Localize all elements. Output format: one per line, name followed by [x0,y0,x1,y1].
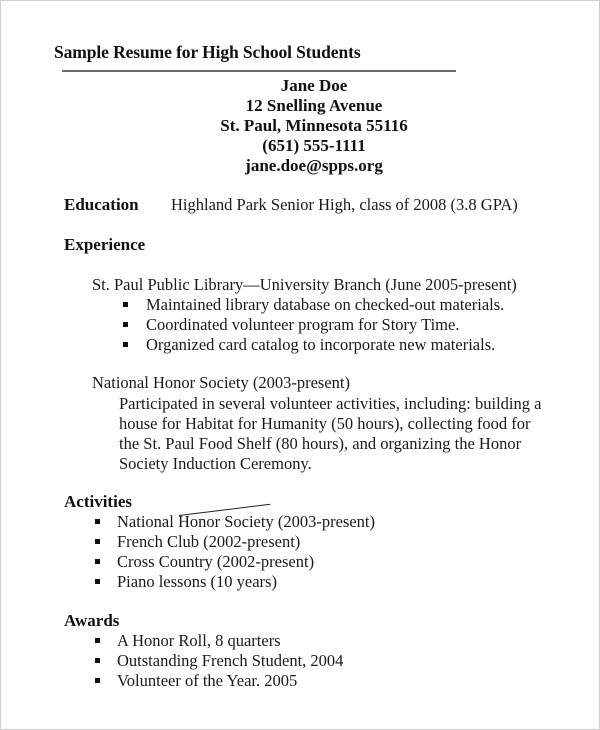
list-item: A Honor Roll, 8 quarters [117,631,281,650]
list-item: Volunteer of the Year. 2005 [117,671,298,690]
list-item: French Club (2002-present) [117,532,301,551]
square-bullet-icon [123,302,128,307]
contact-city-state-zip: St. Paul, Minnesota 55116 [220,116,408,135]
square-bullet-icon [123,342,128,347]
list-item: Outstanding French Student, 2004 [117,651,344,670]
honor-society-description [119,394,542,474]
square-bullet-icon [95,579,100,584]
paragraph-line: house for Habitat for Humanity (50 hours), collecting food for [119,414,531,433]
title-divider [62,70,456,72]
square-bullet-icon [95,519,100,524]
job-heading-honor-society: National Honor Society (2003-present) [92,373,350,392]
paragraph-line: the St. Paul Food Shelf (80 hours), and organizing the Honor [119,434,522,453]
contact-phone: (651) 555-1111 [262,136,366,155]
list-item: Maintained library database on checked-out materials. [146,295,505,314]
paragraph-line: Participated in several volunteer activities, including: building a [119,394,542,413]
square-bullet-icon [95,559,100,564]
list-item: Cross Country (2002-present) [117,552,315,571]
experience-label: Experience [64,235,146,254]
list-item: National Honor Society (2003-present) [117,512,375,531]
square-bullet-icon [95,539,100,544]
education-value: Highland Park Senior High, class of 2008 (3.8 GPA) [171,195,518,214]
square-bullet-icon [123,322,128,327]
contact-email: jane.doe@spps.org [245,156,383,175]
job-heading-library: St. Paul Public Library—University Branch (June 2005-present) [92,275,517,294]
awards-label: Awards [64,611,120,630]
list-item: Organized card catalog to incorporate new materials. [146,335,496,354]
activities-label: Activities [64,492,132,511]
contact-street: 12 Snelling Avenue [245,96,383,115]
square-bullet-icon [95,658,100,663]
contact-name: Jane Doe [280,76,348,95]
square-bullet-icon [95,638,100,643]
document-title: Sample Resume for High School Students [54,42,361,62]
square-bullet-icon [95,678,100,683]
list-item: Coordinated volunteer program for Story Time. [146,315,460,334]
list-item: Piano lessons (10 years) [117,572,277,591]
education-label: Education [64,195,139,214]
paragraph-line: Society Induction Ceremony. [119,454,312,473]
